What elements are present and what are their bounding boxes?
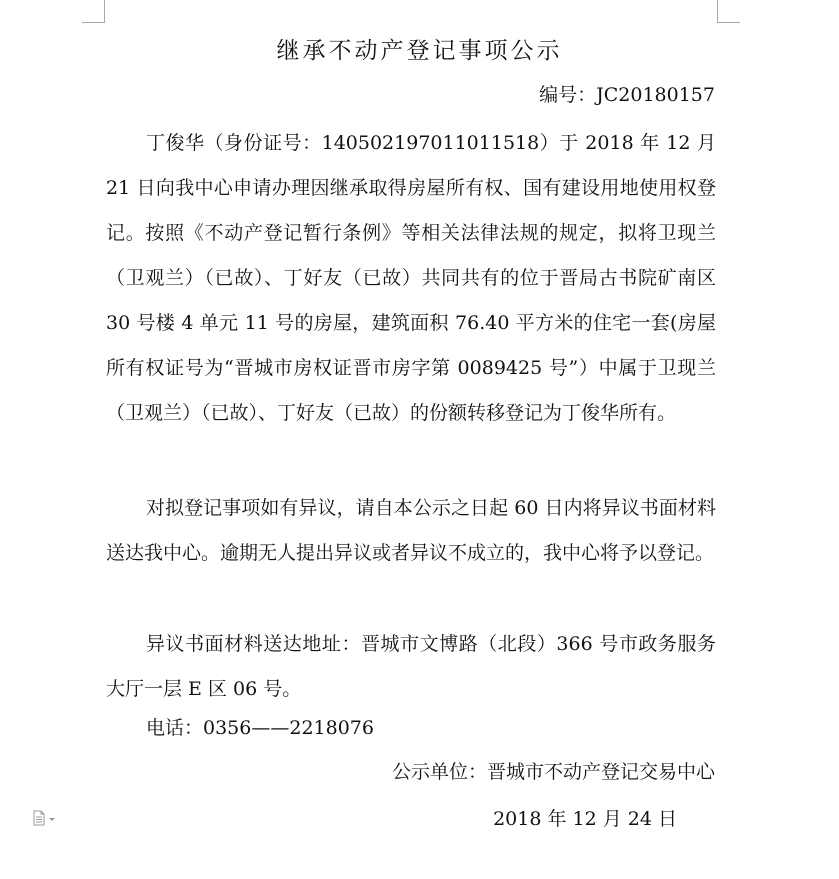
- page-corner-mark-left: [82, 0, 105, 23]
- document-title: 继承不动产登记事项公示: [276, 38, 563, 64]
- paragraph-address: 异议书面材料送达地址：晋城市文博路（北段）366 号市政务服务大厅一层 E 区 06 号。: [106, 633, 716, 700]
- contact-phone: 电话：0356——2218076: [146, 717, 374, 739]
- page-corner-mark-right: [717, 0, 740, 23]
- paragraph-application: 丁俊华（身份证号：140502197011011518）于 2018 年 12 月 21 日向我中心申请办理因继承取得房屋所有权、国有建设用地使用权登记。按照《不动产登记暂行条例》等相关法律法规的规定，拟将卫现兰（卫观兰）（已故）、丁好友（已故）共同共有的位于晋局古书院矿南区 30 号楼 4 单元 11 号的房屋，建筑面积 76.40 平方米的住宅一套(房屋所有权证号为“晋城市房权证晋市房字第 0089425 号”）中属于卫现兰（卫观兰）（已故）、丁好友（已故）的份额转移登记为丁俊华所有。: [106, 132, 716, 424]
- issue-date: 2018 年 12 月 24 日: [493, 808, 677, 830]
- issuing-unit: 公示单位：晋城市不动产登记交易中心: [391, 761, 715, 783]
- paragraph-objection: 对拟登记事项如有异议，请自本公示之日起 60 日内将异议书面材料送达我中心。逾期无人提出异议或者异议不成立的，我中心将予以登记。: [106, 497, 716, 564]
- document-icon[interactable]: [32, 810, 60, 826]
- document-number: 编号：JC20180157: [539, 84, 715, 106]
